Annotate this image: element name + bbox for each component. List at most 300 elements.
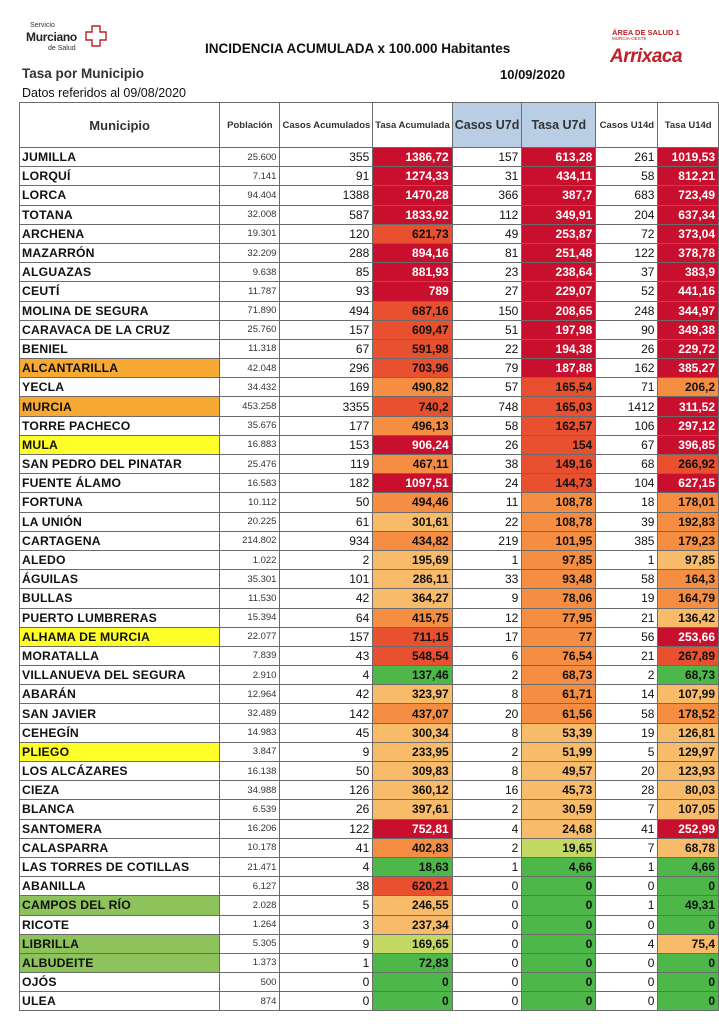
casos-u14d-cell: 18 [596, 493, 658, 512]
casos-u14d-cell: 5 [596, 742, 658, 761]
casos-u14d-cell: 104 [596, 474, 658, 493]
casos-u7d-cell: 79 [452, 359, 522, 378]
casos-u7d-cell: 27 [452, 282, 522, 301]
tasa-u14d-cell: 4,66 [658, 857, 719, 876]
table-header-row [20, 103, 719, 148]
tasa-u14d-cell: 75,4 [658, 934, 719, 953]
municipio-cell: MULA [20, 435, 220, 454]
casos-u7d-cell: 8 [452, 685, 522, 704]
tasa-u14d-cell: 123,93 [658, 762, 719, 781]
table-row [20, 666, 719, 685]
poblacion-cell: 453.258 [220, 397, 280, 416]
casos-u7d-cell: 748 [452, 397, 522, 416]
casos-u7d-cell: 17 [452, 627, 522, 646]
tasa-acumulada-cell: 195,69 [373, 550, 452, 569]
casos-u7d-cell: 2 [452, 838, 522, 857]
poblacion-cell: 2.028 [220, 896, 280, 915]
page-subtitle: Tasa por Municipio [22, 66, 145, 81]
tasa-u7d-cell: 61,56 [522, 704, 596, 723]
tasa-u14d-cell: 252,99 [658, 819, 719, 838]
casos-u14d-cell: 67 [596, 435, 658, 454]
table-row [20, 167, 719, 186]
tasa-acumulada-cell: 246,55 [373, 896, 452, 915]
table-row [20, 148, 719, 167]
tasa-u14d-cell: 68,73 [658, 666, 719, 685]
casos-u7d-cell: 22 [452, 339, 522, 358]
table-row [20, 838, 719, 857]
casos-u7d-cell: 8 [452, 723, 522, 742]
table-row [20, 416, 719, 435]
tasa-u14d-cell: 178,52 [658, 704, 719, 723]
municipio-cell: CAMPOS DEL RÍO [20, 896, 220, 915]
poblacion-cell: 25.760 [220, 320, 280, 339]
tasa-acumulada-cell: 467,11 [373, 455, 452, 474]
casos-u14d-cell: 41 [596, 819, 658, 838]
logo-arrixaca: Arrixaca [610, 46, 683, 67]
municipio-cell: BENIEL [20, 339, 220, 358]
tasa-acumulada-cell: 1274,33 [373, 167, 452, 186]
casos-u14d-cell: 90 [596, 320, 658, 339]
tasa-u7d-cell: 194,38 [522, 339, 596, 358]
table-row [20, 224, 719, 243]
tasa-u14d-cell: 267,89 [658, 646, 719, 665]
casos-u14d-cell: 0 [596, 973, 658, 992]
casos-u14d-cell: 248 [596, 301, 658, 320]
casos-u14d-cell: 1 [596, 550, 658, 569]
casos-u7d-cell: 6 [452, 646, 522, 665]
tasa-acumulada-cell: 360,12 [373, 781, 452, 800]
page-title: INCIDENCIA ACUMULADA x 100.000 Habitantes [205, 41, 511, 56]
municipio-cell: MAZARRÓN [20, 243, 220, 262]
tasa-acumulada-cell: 286,11 [373, 570, 452, 589]
table-row [20, 627, 719, 646]
casos-acumulados-cell: 0 [280, 973, 373, 992]
tasa-u14d-cell: 136,42 [658, 608, 719, 627]
tasa-u14d-cell: 383,9 [658, 263, 719, 282]
table-row [20, 646, 719, 665]
tasa-u7d-cell: 149,16 [522, 455, 596, 474]
tasa-acumulada-cell: 609,47 [373, 320, 452, 339]
casos-u7d-cell: 8 [452, 762, 522, 781]
tasa-acumulada-cell: 703,96 [373, 359, 452, 378]
municipio-cell: ABANILLA [20, 877, 220, 896]
table-row [20, 915, 719, 934]
municipio-cell: ARCHENA [20, 224, 220, 243]
casos-u14d-cell: 1 [596, 857, 658, 876]
municipio-cell: LAS TORRES DE COTILLAS [20, 857, 220, 876]
casos-u7d-cell: 0 [452, 992, 522, 1011]
casos-u14d-cell: 58 [596, 570, 658, 589]
tasa-u7d-cell: 197,98 [522, 320, 596, 339]
casos-acumulados-cell: 64 [280, 608, 373, 627]
tasa-acumulada-cell: 18,63 [373, 857, 452, 876]
municipio-cell: ALCANTARILLA [20, 359, 220, 378]
casos-acumulados-cell: 182 [280, 474, 373, 493]
casos-u7d-cell: 1 [452, 857, 522, 876]
tasa-u14d-cell: 253,66 [658, 627, 719, 646]
tasa-u7d-cell: 68,73 [522, 666, 596, 685]
tasa-u7d-cell: 30,59 [522, 800, 596, 819]
tasa-u14d-cell: 229,72 [658, 339, 719, 358]
table-row [20, 685, 719, 704]
municipio-cell: CALASPARRA [20, 838, 220, 857]
table-row [20, 589, 719, 608]
col-header: Municipio [20, 103, 220, 148]
casos-u7d-cell: 0 [452, 877, 522, 896]
col-header: Tasa U7d [522, 103, 596, 148]
municipio-cell: LORCA [20, 186, 220, 205]
table-row [20, 205, 719, 224]
tasa-acumulada-cell: 894,16 [373, 243, 452, 262]
tasa-u14d-cell: 0 [658, 973, 719, 992]
tasa-acumulada-cell: 137,46 [373, 666, 452, 685]
casos-u14d-cell: 162 [596, 359, 658, 378]
tasa-acumulada-cell: 752,81 [373, 819, 452, 838]
municipio-cell: FUENTE ÁLAMO [20, 474, 220, 493]
casos-acumulados-cell: 587 [280, 205, 373, 224]
table-row [20, 397, 719, 416]
casos-u7d-cell: 1 [452, 550, 522, 569]
municipio-cell: CEUTÍ [20, 282, 220, 301]
casos-u7d-cell: 33 [452, 570, 522, 589]
casos-u7d-cell: 12 [452, 608, 522, 627]
casos-u7d-cell: 20 [452, 704, 522, 723]
casos-u7d-cell: 26 [452, 435, 522, 454]
municipio-cell: BLANCA [20, 800, 220, 819]
tasa-u7d-cell: 93,48 [522, 570, 596, 589]
poblacion-cell: 21.471 [220, 857, 280, 876]
tasa-u7d-cell: 0 [522, 915, 596, 934]
casos-u14d-cell: 261 [596, 148, 658, 167]
tasa-acumulada-cell: 309,83 [373, 762, 452, 781]
tasa-acumulada-cell: 415,75 [373, 608, 452, 627]
poblacion-cell: 10.112 [220, 493, 280, 512]
tasa-u14d-cell: 344,97 [658, 301, 719, 320]
casos-u14d-cell: 68 [596, 455, 658, 474]
casos-u7d-cell: 16 [452, 781, 522, 800]
col-header: Casos U14d [596, 103, 658, 148]
table-row [20, 608, 719, 627]
casos-acumulados-cell: 0 [280, 992, 373, 1011]
casos-acumulados-cell: 91 [280, 167, 373, 186]
casos-u7d-cell: 38 [452, 455, 522, 474]
tasa-u14d-cell: 97,85 [658, 550, 719, 569]
casos-acumulados-cell: 934 [280, 531, 373, 550]
tasa-acumulada-cell: 1470,28 [373, 186, 452, 205]
tasa-u14d-cell: 378,78 [658, 243, 719, 262]
casos-u7d-cell: 219 [452, 531, 522, 550]
table-row [20, 819, 719, 838]
table-row [20, 723, 719, 742]
municipio-cell: ALGUAZAS [20, 263, 220, 282]
tasa-acumulada-cell: 494,46 [373, 493, 452, 512]
casos-acumulados-cell: 4 [280, 857, 373, 876]
tasa-acumulada-cell: 72,83 [373, 953, 452, 972]
col-header: Tasa U14d [658, 103, 719, 148]
tasa-u14d-cell: 0 [658, 992, 719, 1011]
poblacion-cell: 12.964 [220, 685, 280, 704]
tasa-u14d-cell: 627,15 [658, 474, 719, 493]
casos-u14d-cell: 21 [596, 608, 658, 627]
casos-u14d-cell: 28 [596, 781, 658, 800]
municipio-cell: CEHEGÍN [20, 723, 220, 742]
municipio-cell: LOS ALCÁZARES [20, 762, 220, 781]
municipio-cell: PUERTO LUMBRERAS [20, 608, 220, 627]
tasa-u7d-cell: 108,78 [522, 493, 596, 512]
table-row [20, 359, 719, 378]
municipio-cell: ABARÁN [20, 685, 220, 704]
municipio-cell: PLIEGO [20, 742, 220, 761]
poblacion-cell: 20.225 [220, 512, 280, 531]
tasa-u7d-cell: 108,78 [522, 512, 596, 531]
tasa-acumulada-cell: 1097,51 [373, 474, 452, 493]
municipio-cell: ALEDO [20, 550, 220, 569]
table-row [20, 762, 719, 781]
poblacion-cell: 3.847 [220, 742, 280, 761]
municipio-cell: ÁGUILAS [20, 570, 220, 589]
poblacion-cell: 22.077 [220, 627, 280, 646]
casos-u14d-cell: 71 [596, 378, 658, 397]
tasa-acumulada-cell: 169,65 [373, 934, 452, 953]
casos-u14d-cell: 21 [596, 646, 658, 665]
tasa-u14d-cell: 68,78 [658, 838, 719, 857]
casos-u14d-cell: 2 [596, 666, 658, 685]
municipio-cell: MORATALLA [20, 646, 220, 665]
casos-acumulados-cell: 67 [280, 339, 373, 358]
logo-area-subline: MURCIA-OESTE [612, 36, 647, 41]
tasa-u7d-cell: 97,85 [522, 550, 596, 569]
table-row [20, 186, 719, 205]
table-row [20, 493, 719, 512]
tasa-u7d-cell: 77 [522, 627, 596, 646]
tasa-acumulada-cell: 620,21 [373, 877, 452, 896]
poblacion-cell: 11.318 [220, 339, 280, 358]
tasa-u14d-cell: 385,27 [658, 359, 719, 378]
tasa-u7d-cell: 4,66 [522, 857, 596, 876]
casos-u14d-cell: 58 [596, 704, 658, 723]
table-row [20, 742, 719, 761]
municipio-cell: YECLA [20, 378, 220, 397]
tasa-u7d-cell: 187,88 [522, 359, 596, 378]
tasa-u7d-cell: 613,28 [522, 148, 596, 167]
casos-u7d-cell: 2 [452, 666, 522, 685]
casos-u14d-cell: 683 [596, 186, 658, 205]
casos-acumulados-cell: 38 [280, 877, 373, 896]
casos-acumulados-cell: 9 [280, 742, 373, 761]
poblacion-cell: 16.583 [220, 474, 280, 493]
table-row [20, 896, 719, 915]
table-row [20, 435, 719, 454]
municipio-cell: TOTANA [20, 205, 220, 224]
casos-u14d-cell: 4 [596, 934, 658, 953]
tasa-acumulada-cell: 1386,72 [373, 148, 452, 167]
poblacion-cell: 16.138 [220, 762, 280, 781]
tasa-acumulada-cell: 0 [373, 973, 452, 992]
casos-acumulados-cell: 85 [280, 263, 373, 282]
table-row [20, 992, 719, 1011]
tasa-u7d-cell: 51,99 [522, 742, 596, 761]
casos-acumulados-cell: 3355 [280, 397, 373, 416]
casos-acumulados-cell: 142 [280, 704, 373, 723]
table-row [20, 570, 719, 589]
casos-acumulados-cell: 42 [280, 589, 373, 608]
poblacion-cell: 71.890 [220, 301, 280, 320]
logo-area-line: ÁREA DE SALUD 1 [612, 28, 680, 37]
tasa-u7d-cell: 53,39 [522, 723, 596, 742]
casos-u14d-cell: 26 [596, 339, 658, 358]
table-row [20, 243, 719, 262]
casos-u7d-cell: 51 [452, 320, 522, 339]
tasa-u14d-cell: 0 [658, 953, 719, 972]
municipio-cell: BULLAS [20, 589, 220, 608]
poblacion-cell: 15.394 [220, 608, 280, 627]
tasa-u14d-cell: 107,99 [658, 685, 719, 704]
tasa-u14d-cell: 311,52 [658, 397, 719, 416]
poblacion-cell: 34.988 [220, 781, 280, 800]
casos-acumulados-cell: 1388 [280, 186, 373, 205]
tasa-u14d-cell: 179,23 [658, 531, 719, 550]
casos-acumulados-cell: 153 [280, 435, 373, 454]
casos-acumulados-cell: 355 [280, 148, 373, 167]
tasa-acumulada-cell: 1833,92 [373, 205, 452, 224]
tasa-acumulada-cell: 621,73 [373, 224, 452, 243]
poblacion-cell: 19.301 [220, 224, 280, 243]
table-row [20, 320, 719, 339]
poblacion-cell: 11.787 [220, 282, 280, 301]
table-row [20, 282, 719, 301]
casos-acumulados-cell: 119 [280, 455, 373, 474]
poblacion-cell: 7.141 [220, 167, 280, 186]
tasa-u7d-cell: 434,11 [522, 167, 596, 186]
municipio-cell: FORTUNA [20, 493, 220, 512]
poblacion-cell: 16.883 [220, 435, 280, 454]
tasa-u7d-cell: 0 [522, 934, 596, 953]
tasa-u7d-cell: 229,07 [522, 282, 596, 301]
casos-u14d-cell: 0 [596, 915, 658, 934]
table-row [20, 378, 719, 397]
table-row [20, 953, 719, 972]
tasa-acumulada-cell: 548,54 [373, 646, 452, 665]
casos-u14d-cell: 0 [596, 992, 658, 1011]
casos-acumulados-cell: 9 [280, 934, 373, 953]
table-row [20, 800, 719, 819]
casos-u14d-cell: 19 [596, 589, 658, 608]
tasa-acumulada-cell: 789 [373, 282, 452, 301]
tasa-acumulada-cell: 711,15 [373, 627, 452, 646]
municipio-cell: CARAVACA DE LA CRUZ [20, 320, 220, 339]
casos-u14d-cell: 0 [596, 877, 658, 896]
municipio-cell: SAN JAVIER [20, 704, 220, 723]
table-row [20, 455, 719, 474]
table-row [20, 474, 719, 493]
tasa-u7d-cell: 162,57 [522, 416, 596, 435]
poblacion-cell: 42.048 [220, 359, 280, 378]
poblacion-cell: 6.539 [220, 800, 280, 819]
poblacion-cell: 2.910 [220, 666, 280, 685]
tasa-acumulada-cell: 906,24 [373, 435, 452, 454]
casos-u7d-cell: 112 [452, 205, 522, 224]
casos-u7d-cell: 0 [452, 934, 522, 953]
municipio-cell: SAN PEDRO DEL PINATAR [20, 455, 220, 474]
casos-acumulados-cell: 61 [280, 512, 373, 531]
poblacion-cell: 1.022 [220, 550, 280, 569]
casos-acumulados-cell: 494 [280, 301, 373, 320]
logo-line-1: Servicio [30, 22, 55, 29]
tasa-u14d-cell: 349,38 [658, 320, 719, 339]
casos-acumulados-cell: 1 [280, 953, 373, 972]
casos-acumulados-cell: 122 [280, 819, 373, 838]
poblacion-cell: 34.432 [220, 378, 280, 397]
casos-u14d-cell: 106 [596, 416, 658, 435]
municipio-cell: LIBRILLA [20, 934, 220, 953]
table-row [20, 781, 719, 800]
casos-u14d-cell: 58 [596, 167, 658, 186]
casos-u14d-cell: 19 [596, 723, 658, 742]
tasa-u14d-cell: 126,81 [658, 723, 719, 742]
tasa-u14d-cell: 723,49 [658, 186, 719, 205]
casos-acumulados-cell: 120 [280, 224, 373, 243]
casos-u7d-cell: 0 [452, 953, 522, 972]
tasa-u14d-cell: 266,92 [658, 455, 719, 474]
casos-u7d-cell: 11 [452, 493, 522, 512]
municipio-cell: ULEA [20, 992, 220, 1011]
casos-u14d-cell: 39 [596, 512, 658, 531]
tasa-acumulada-cell: 434,82 [373, 531, 452, 550]
poblacion-cell: 16.206 [220, 819, 280, 838]
tasa-u14d-cell: 637,34 [658, 205, 719, 224]
casos-u7d-cell: 4 [452, 819, 522, 838]
tasa-u14d-cell: 441,16 [658, 282, 719, 301]
poblacion-cell: 500 [220, 973, 280, 992]
col-header: Población [220, 103, 280, 148]
report-date: 10/09/2020 [500, 67, 566, 82]
tasa-u14d-cell: 164,79 [658, 589, 719, 608]
municipio-cell: ALBUDEITE [20, 953, 220, 972]
table-row [20, 857, 719, 876]
municipio-cell: MURCIA [20, 397, 220, 416]
tasa-u7d-cell: 0 [522, 877, 596, 896]
poblacion-cell: 14.983 [220, 723, 280, 742]
casos-u7d-cell: 157 [452, 148, 522, 167]
table-row [20, 550, 719, 569]
casos-acumulados-cell: 5 [280, 896, 373, 915]
tasa-acumulada-cell: 437,07 [373, 704, 452, 723]
tasa-u7d-cell: 24,68 [522, 819, 596, 838]
col-header: Casos U7d [452, 103, 522, 148]
tasa-acumulada-cell: 496,13 [373, 416, 452, 435]
casos-u7d-cell: 81 [452, 243, 522, 262]
tasa-acumulada-cell: 402,83 [373, 838, 452, 857]
casos-acumulados-cell: 2 [280, 550, 373, 569]
poblacion-cell: 25.476 [220, 455, 280, 474]
tasa-acumulada-cell: 301,61 [373, 512, 452, 531]
casos-u14d-cell: 1412 [596, 397, 658, 416]
casos-u7d-cell: 0 [452, 915, 522, 934]
tasa-u7d-cell: 253,87 [522, 224, 596, 243]
tasa-u7d-cell: 387,7 [522, 186, 596, 205]
tasa-u14d-cell: 129,97 [658, 742, 719, 761]
tasa-u7d-cell: 45,73 [522, 781, 596, 800]
casos-u7d-cell: 22 [452, 512, 522, 531]
tasa-u7d-cell: 0 [522, 973, 596, 992]
arrixaca-logo [600, 28, 710, 74]
poblacion-cell: 11.530 [220, 589, 280, 608]
casos-acumulados-cell: 45 [280, 723, 373, 742]
casos-u14d-cell: 52 [596, 282, 658, 301]
municipio-cell: TORRE PACHECO [20, 416, 220, 435]
tasa-acumulada-cell: 323,97 [373, 685, 452, 704]
casos-u14d-cell: 122 [596, 243, 658, 262]
